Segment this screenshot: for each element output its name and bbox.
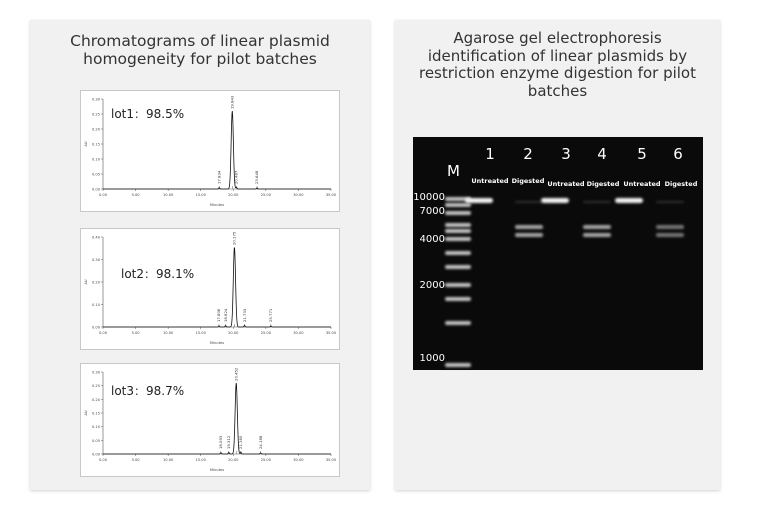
ladder-band	[445, 283, 471, 287]
y-tick-label: 0.20	[91, 280, 100, 285]
ladder-band	[445, 363, 471, 367]
x-tick-label: 35.00	[325, 458, 337, 462]
digested-faint-band	[656, 201, 684, 203]
x-tick-label: 20.00	[228, 331, 239, 335]
ladder-band	[445, 237, 471, 241]
peak-label: 23.648	[254, 170, 260, 184]
x-tick-label: 30.00	[293, 193, 304, 197]
x-tick-label: 35.00	[325, 193, 337, 197]
lot3-purity-label: lot3：98.7%	[111, 384, 185, 398]
marker-size-2000: 2000	[419, 280, 445, 291]
y-tick-label: 0.00	[91, 452, 100, 457]
ladder-band	[445, 229, 471, 233]
lane-5-treatment: Untreated	[623, 180, 661, 188]
x-tick-label: 30.00	[293, 331, 304, 335]
x-axis-label: Minutes	[209, 468, 225, 472]
peak-label: 18.824	[222, 308, 228, 322]
marker-size-1000: 1000	[419, 353, 445, 364]
peak-label: 20.175	[231, 231, 237, 245]
ladder-band	[445, 203, 471, 207]
x-tick-label: 35.00	[325, 331, 337, 335]
lane-3-number: 3	[561, 145, 571, 163]
x-tick-label: 25.00	[260, 458, 272, 462]
y-tick-label: 0.00	[91, 325, 100, 330]
x-tick-label: 25.00	[260, 331, 272, 335]
lane-1-treatment: Untreated	[471, 177, 509, 185]
y-tick-label: 0.05	[91, 172, 100, 177]
ladder-band	[445, 297, 471, 301]
lane-5-number: 5	[637, 145, 647, 163]
x-tick-label: 10.00	[162, 458, 174, 462]
ladder-band	[445, 223, 471, 227]
x-tick-label: 0.00	[98, 193, 108, 197]
chromatogram-lot2	[80, 228, 340, 350]
peak-label: 24.188	[257, 435, 263, 449]
y-tick-label: 0.10	[91, 303, 100, 307]
chromatogram-lot3-plot	[81, 364, 339, 476]
lane-1-number: 1	[485, 145, 495, 163]
x-tick-label: 5.00	[131, 331, 140, 335]
peak-label: 21.160	[238, 435, 244, 449]
y-axis-label: AU	[84, 279, 88, 285]
y-tick-label: 0.25	[91, 384, 100, 389]
y-tick-label: 0.25	[91, 112, 100, 117]
digested-band	[583, 225, 611, 229]
lane-4-number: 4	[597, 145, 607, 163]
digested-faint-band	[583, 201, 611, 203]
digested-faint-band	[515, 201, 543, 203]
y-tick-label: 0.10	[91, 425, 100, 430]
x-tick-label: 15.00	[195, 331, 206, 335]
y-tick-label: 0.15	[91, 142, 100, 147]
x-tick-label: 10.00	[162, 331, 174, 335]
marker-lane-label: M	[447, 162, 460, 180]
x-tick-label: 20.00	[228, 193, 239, 197]
x-tick-label: 0.00	[98, 331, 108, 335]
peak-label: 17.806	[216, 308, 222, 322]
untreated-band	[615, 198, 643, 203]
peak-label: 18.093	[218, 435, 224, 449]
untreated-band	[465, 198, 493, 203]
chromatogram-panel	[30, 20, 370, 490]
y-tick-label: 0.10	[91, 157, 100, 162]
y-tick-label: 0.20	[91, 397, 100, 402]
lane-3-treatment: Untreated	[547, 180, 585, 188]
y-tick-label: 0.30	[91, 370, 100, 375]
ladder-band	[445, 211, 471, 215]
lane-2-number: 2	[523, 145, 533, 163]
y-tick-label: 0.00	[91, 187, 100, 192]
y-tick-label: 0.30	[91, 258, 100, 262]
chromatogram-lot1	[80, 90, 340, 212]
ladder-band	[445, 251, 471, 255]
y-tick-label: 0.30	[91, 97, 100, 102]
y-axis-label: AU	[84, 141, 88, 147]
y-tick-label: 0.05	[91, 438, 100, 443]
y-axis-label: AU	[84, 410, 88, 416]
x-axis-label: Minutes	[209, 341, 225, 345]
lot2-purity-label: lot2：98.1%	[121, 267, 195, 281]
chromatogram-lot3	[80, 363, 340, 477]
y-tick-label: 0.15	[91, 411, 100, 416]
gel-panel-title: Agarose gel electrophoresis identification of linear plasmids by restriction enzyme digestion for pilot batches	[418, 29, 696, 100]
x-tick-label: 20.00	[228, 458, 239, 462]
ladder-band	[445, 321, 471, 325]
peak-label: 21.733	[241, 308, 247, 322]
x-tick-label: 10.00	[162, 193, 174, 197]
chromatogram-panel-title: Chromatograms of linear plasmid homogeneity for pilot batches	[70, 32, 330, 68]
lane-6-treatment: Digested	[664, 180, 698, 188]
peak-label: 17.834	[216, 170, 222, 184]
peak-label: 19.843	[229, 95, 235, 109]
ladder-band	[445, 265, 471, 269]
x-tick-label: 15.00	[195, 193, 206, 197]
marker-size-10000: 10000	[413, 192, 445, 203]
y-tick-label: 0.40	[91, 235, 100, 240]
x-tick-label: 25.00	[260, 193, 272, 197]
x-axis-label: Minutes	[209, 203, 225, 207]
gel-panel	[395, 20, 720, 490]
x-tick-label: 15.00	[195, 458, 206, 462]
digested-band	[515, 233, 543, 237]
digested-band	[656, 225, 684, 229]
peak-label: 25.771	[268, 308, 274, 322]
y-tick-label: 0.20	[91, 127, 100, 132]
gel-image	[413, 137, 703, 370]
digested-band	[515, 225, 543, 229]
lot1-purity-label: lot1：98.5%	[111, 107, 185, 121]
marker-size-7000: 7000	[419, 206, 445, 217]
untreated-band	[541, 198, 569, 203]
chromatogram-lot2-plot	[81, 229, 339, 349]
lane-6-number: 6	[673, 145, 683, 163]
x-tick-label: 5.00	[131, 458, 140, 462]
peak-label: 20.487	[233, 170, 239, 184]
digested-band	[583, 233, 611, 237]
x-tick-label: 5.00	[131, 193, 140, 197]
peak-label: 20.452	[233, 367, 239, 381]
x-tick-label: 30.00	[293, 458, 304, 462]
lane-2-treatment: Digested	[511, 177, 545, 185]
x-tick-label: 0.00	[98, 458, 108, 462]
peak-label: 19.312	[226, 435, 232, 449]
lane-4-treatment: Digested	[586, 180, 620, 188]
digested-band	[656, 233, 684, 237]
marker-size-4000: 4000	[419, 234, 445, 245]
